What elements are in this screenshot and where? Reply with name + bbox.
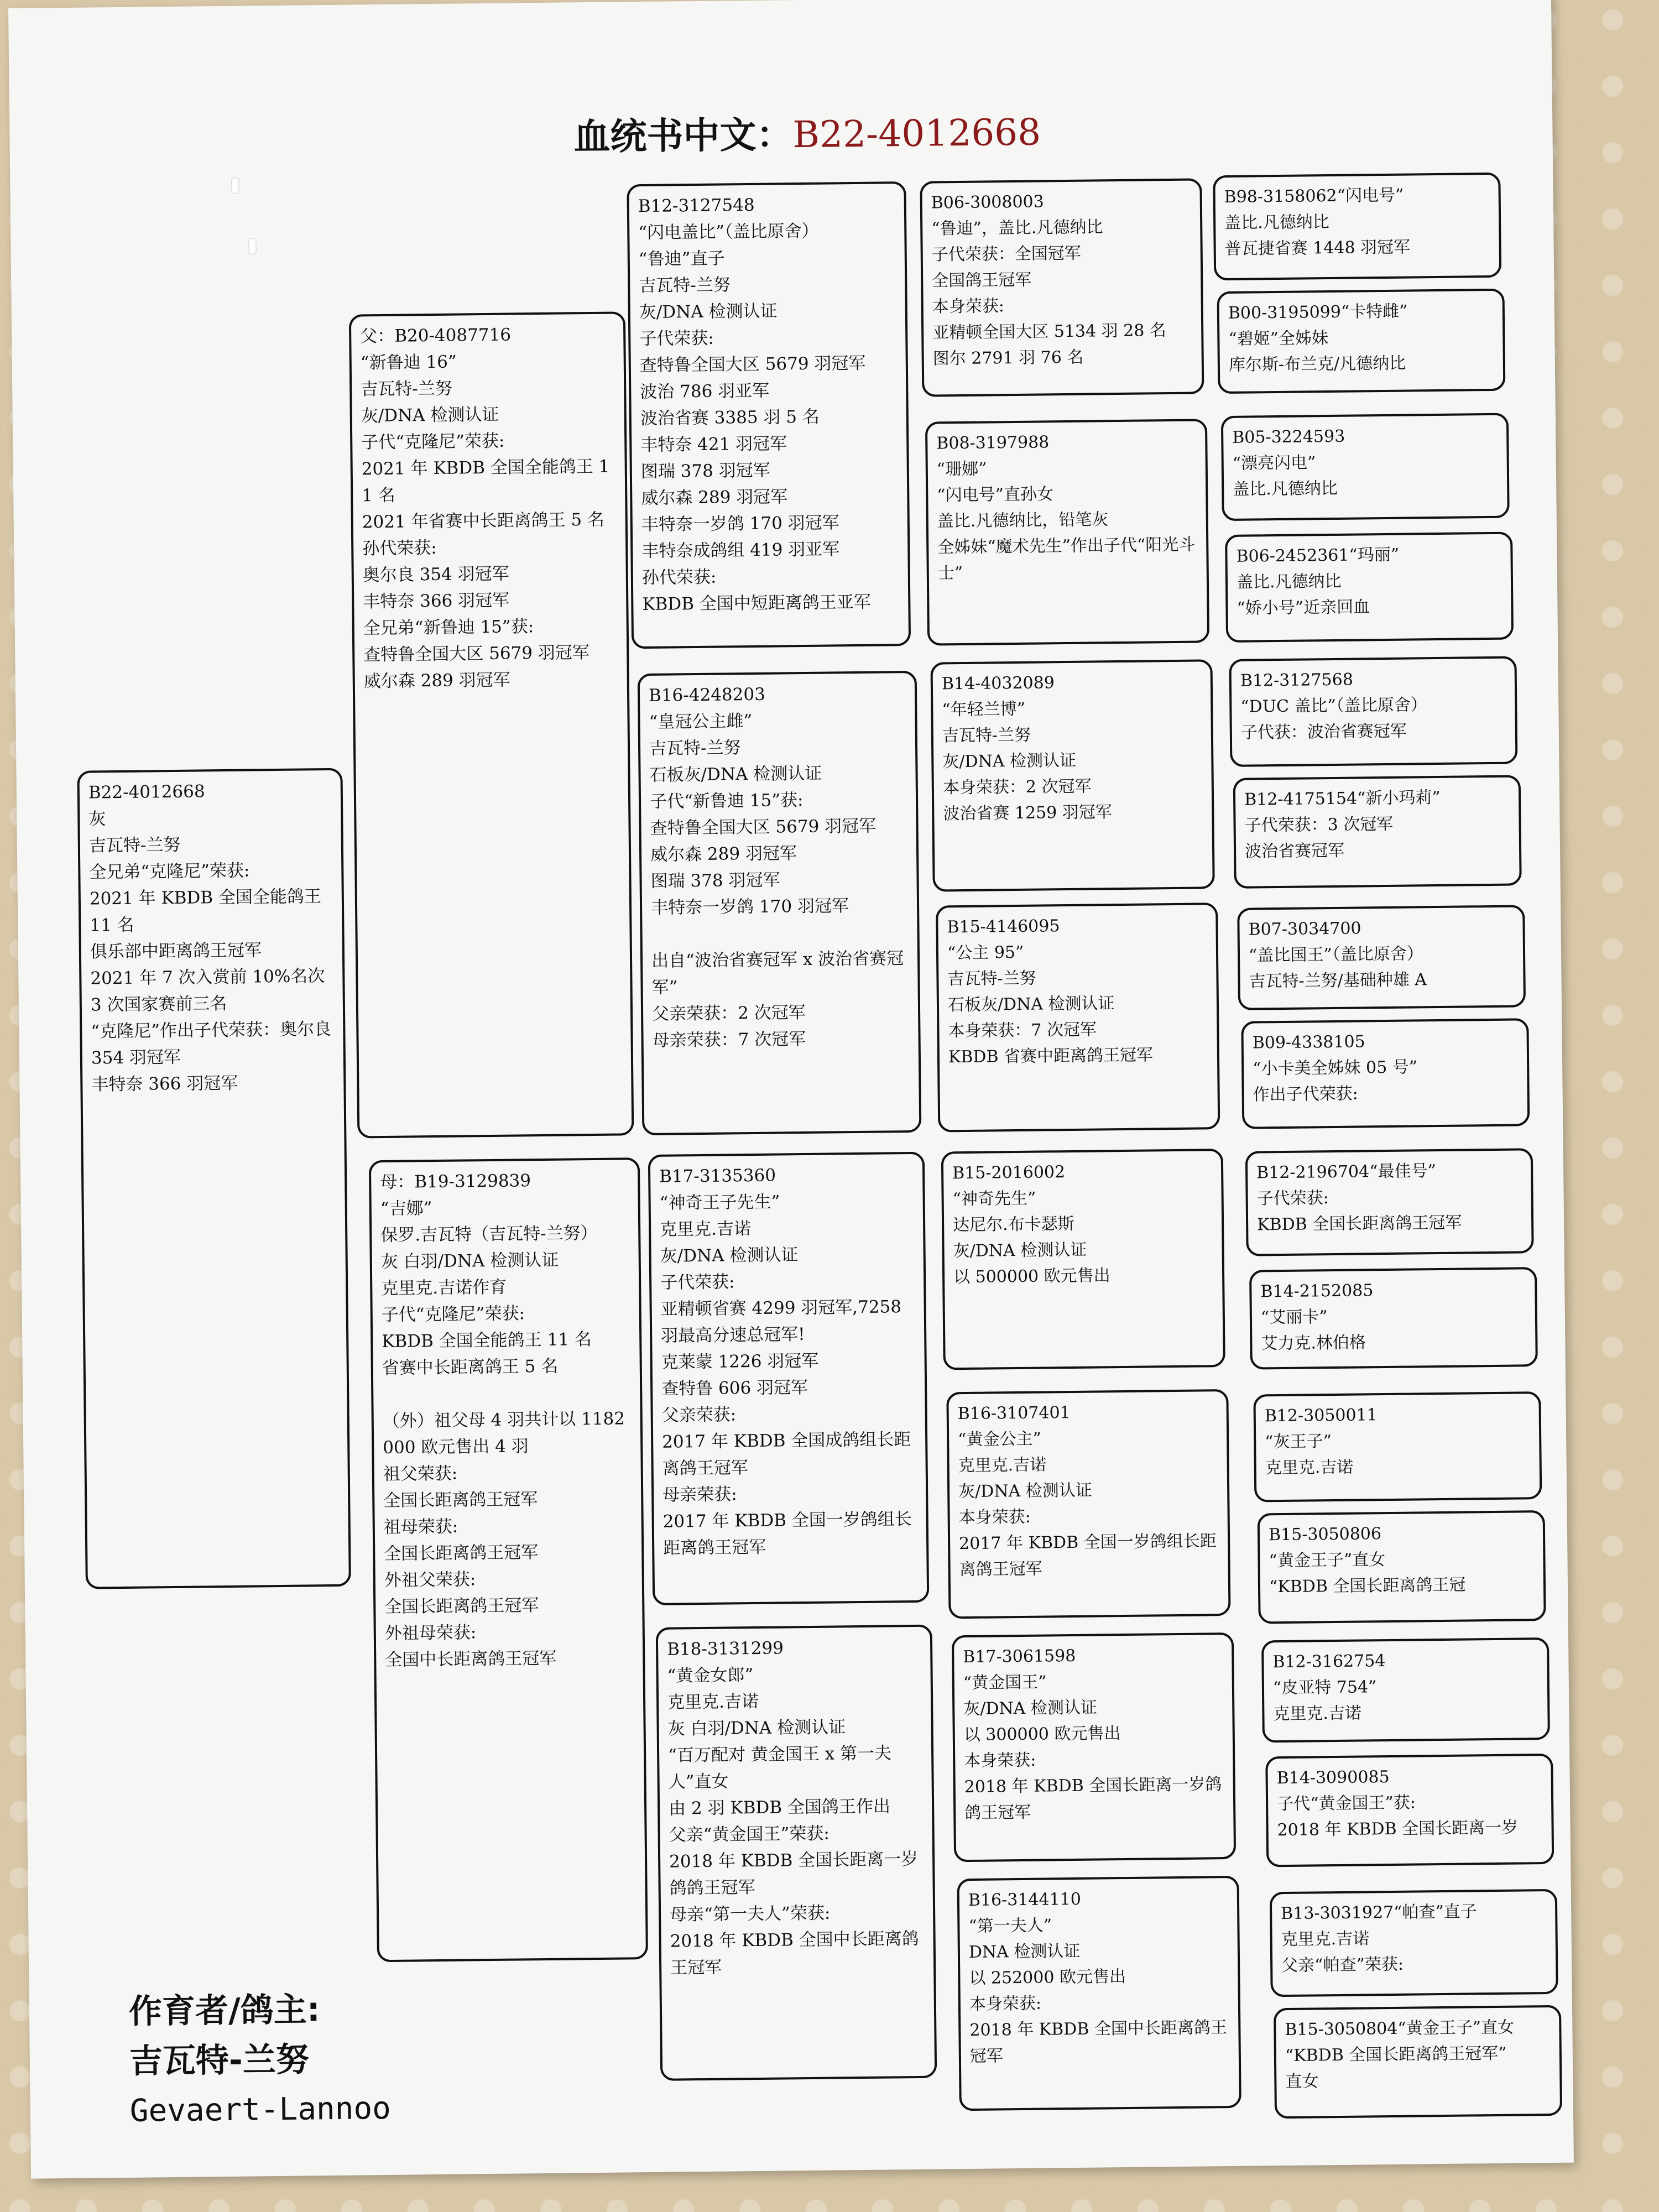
pedigree-line: 以 500000 欧元售出 — [953, 1266, 1110, 1287]
great-grandparent-box — [936, 902, 1220, 1132]
pedigree-line: 艾力克.林伯格 — [1261, 1333, 1366, 1354]
pedigree-line — [382, 1379, 631, 1408]
pedigree-line: 子代“克隆尼”荣获: — [361, 431, 505, 453]
pedigree-line: B06-3008003 — [931, 192, 1044, 213]
pedigree-line: “公主 95” — [947, 942, 1024, 963]
grandparent-box — [627, 181, 911, 649]
pedigree-line: “黄金王子”直女 — [1269, 1550, 1386, 1571]
pedigree-line: B08-3197988 — [936, 432, 1050, 453]
pedigree-line: 克里克.吉诺作育 — [381, 1277, 507, 1299]
pedigree-line: B06-2452361“玛丽” — [1236, 545, 1400, 566]
pedigree-line: B12-3050011 — [1264, 1405, 1378, 1426]
pedigree-line: B09-4338105 — [1252, 1032, 1365, 1053]
pedigree-line: B17-3061598 — [963, 1646, 1076, 1667]
pedigree-line: 3 次国家赛前三名 — [90, 993, 227, 1015]
pedigree-line: 达尼尔.布卡瑟斯 — [952, 1214, 1074, 1235]
pedigree-line: 图瑞 378 羽冠军 — [640, 460, 770, 482]
pedigree-line: 子代荣获: — [1256, 1188, 1329, 1209]
pedigree-line: “鲁迪”直子 — [638, 248, 725, 270]
pedigree-line: 图瑞 378 羽冠军 — [650, 870, 780, 891]
pedigree-line: 保罗.吉瓦特（吉瓦特-兰努） — [380, 1223, 598, 1246]
pedigree-line: 2021 年省赛中长距离鸽王 5 名 — [362, 509, 605, 533]
breeder-name-cn: 吉瓦特-兰努 — [129, 2040, 310, 2081]
pedigree-line: 子代荣获：3 次冠军 — [1244, 814, 1394, 836]
pedigree-line: 丰特奈 366 羽冠军 — [363, 590, 510, 612]
pedigree-line: 母亲“第一夫人”荣获: — [669, 1903, 831, 1925]
pedigree-line: “年轻兰博” — [942, 699, 1026, 720]
pedigree-line: KBDB 全国全能鸽王 11 名 — [382, 1329, 592, 1352]
pedigree-line: B14-2152085 — [1260, 1281, 1374, 1302]
gen5-box — [1217, 289, 1505, 394]
pedigree-line: 本身荣获: — [958, 1507, 1031, 1528]
gen5-box — [1253, 1391, 1542, 1502]
pedigree-line: 省赛中长距离鸽王 5 名 — [382, 1356, 559, 1379]
pedigree-line: B13-3031927“帕查”直子 — [1281, 1902, 1478, 1924]
pedigree-line: 克里克.吉诺 — [1281, 1929, 1370, 1950]
pedigree-line: 由 2 羽 KBDB 全国鸽王作出 — [668, 1796, 891, 1819]
pedigree-line: “神奇王子先生” — [659, 1192, 780, 1213]
gen5-box — [1245, 1148, 1534, 1256]
pedigree-line: 孙代荣获: — [362, 538, 437, 559]
pedigree-line: 全国鸽王冠军 — [932, 270, 1032, 291]
pedigree-line: 吉瓦特-兰努 — [88, 834, 181, 856]
great-grandparent-box — [952, 1632, 1236, 1862]
pedigree-line: B16-4248203 — [648, 684, 766, 706]
pedigree-line: 外祖父荣获: — [384, 1569, 476, 1591]
pedigree-line: 查特鲁全国大区 5679 羽冠军 — [363, 643, 590, 665]
pedigree-line: 查特鲁全国大区 5679 羽冠军 — [639, 353, 866, 376]
pedigree-line: “珊娜” — [936, 459, 987, 479]
pedigree-line: 祖父荣获: — [383, 1463, 458, 1485]
pedigree-line: KBDB 省赛中距离鸽王冠军 — [948, 1045, 1154, 1067]
pedigree-line: 本身荣获：7 次冠军 — [948, 1020, 1097, 1041]
pedigree-line: 吉瓦特-兰努 — [942, 725, 1031, 746]
pedigree-line: 波治省赛冠军 — [1244, 841, 1345, 862]
pedigree-line: 全姊妹“魔术先生”作出子代“阳光斗士” — [937, 535, 1196, 583]
pedigree-line: 吉瓦特-兰努/基础种雄 A — [1249, 970, 1427, 992]
pedigree-line: “黄金国王” — [963, 1672, 1047, 1693]
pedigree-line: 灰/DNA 检测认证 — [958, 1480, 1092, 1502]
pedigree-line: （外）祖父母 4 羽共计以 1182000 欧元售出 4 羽 — [382, 1408, 625, 1458]
pedigree-line: B12-3162754 — [1272, 1651, 1386, 1672]
pedigree-line: 库尔斯-布兰克/凡德纳比 — [1228, 353, 1406, 375]
pedigree-line: 克莱蒙 1226 羽冠军 — [661, 1350, 819, 1373]
pedigree-line: B22-4012668 — [88, 781, 205, 803]
pedigree-line: B15-4146095 — [947, 916, 1060, 937]
pedigree-line: 作出子代荣获: — [1253, 1084, 1358, 1105]
punch-hole — [231, 178, 239, 194]
pedigree-line: 全兄弟“克隆尼”荣获: — [89, 860, 250, 883]
breeder-label: 作育者/鸽主: — [128, 1990, 321, 2031]
pedigree-line: “艾丽卡” — [1260, 1307, 1328, 1328]
pedigree-line: 威尔森 289 羽冠军 — [641, 487, 788, 509]
pedigree-line: “神奇先生” — [952, 1188, 1036, 1209]
gen5-box — [1270, 1889, 1558, 1997]
pedigree-line: 子代荣获: — [660, 1272, 735, 1293]
pedigree-line: 全国中长距离鸽王冠军 — [385, 1648, 557, 1671]
pedigree-line: 灰/DNA 检测认证 — [361, 404, 499, 426]
pedigree-line: KBDB 全国长距离鸽王冠军 — [1256, 1213, 1462, 1235]
pedigree-line: 亚精顿省赛 4299 羽冠军,7258 羽最高分速总冠军! — [660, 1297, 907, 1346]
pedigree-line: B12-2196704“最佳号” — [1256, 1161, 1436, 1183]
grandparent-box — [656, 1625, 937, 2081]
pedigree-line: 母亲荣获：7 次冠军 — [652, 1029, 806, 1051]
pedigree-line: 灰 白羽/DNA 检测认证 — [380, 1250, 559, 1272]
pedigree-line: 2021 年 KBDB 全国全能鸽王 11 名 — [361, 456, 610, 506]
pedigree-line: “第一夫人” — [968, 1916, 1052, 1937]
pedigree-line: “吉娜” — [380, 1198, 432, 1219]
pedigree-line: “灰王子” — [1265, 1432, 1332, 1452]
pedigree-line: 俱乐部中距离鸽王冠军 — [90, 940, 262, 962]
pedigree-line: B16-3144110 — [968, 1889, 1082, 1911]
pedigree-line: 2018 年 KBDB 全国中长距离鸽王冠军 — [969, 2018, 1228, 2066]
pedigree-line: “盖比国王”（盖比原舍） — [1248, 944, 1423, 966]
gen5-box — [1225, 532, 1514, 643]
pedigree-line: “KBDB 全国长距离鸽王冠 — [1269, 1575, 1466, 1597]
title-ring-number: B22-4012668 — [792, 111, 1041, 156]
pedigree-line: B15-2016002 — [952, 1162, 1066, 1183]
gen5-box — [1258, 1510, 1546, 1624]
gen5-box — [1261, 1637, 1550, 1743]
pedigree-line: 2018 年 KBDB 全国中长距离鸽王冠军 — [670, 1928, 919, 1978]
page-title — [573, 102, 1041, 160]
pedigree-line: 克里克.吉诺 — [1273, 1703, 1362, 1724]
sire-box — [349, 311, 634, 1138]
pedigree-line: 灰 白羽/DNA 检测认证 — [667, 1717, 846, 1739]
pedigree-line: 子代“克隆尼”荣获: — [381, 1303, 525, 1326]
gen5-box — [1233, 775, 1522, 888]
pedigree-line: 本身荣获: — [964, 1750, 1036, 1771]
pedigree-line: 亚精顿全国大区 5134 羽 28 名 — [932, 321, 1167, 343]
pedigree-line: 波治省赛 1259 羽冠军 — [943, 802, 1112, 824]
pedigree-line: 丰特奈成鸽组 419 羽亚军 — [641, 539, 840, 562]
pedigree-line: 2017 年 KBDB 全国成鸽组长距离鸽王冠军 — [662, 1430, 911, 1479]
great-grandparent-box — [941, 1149, 1225, 1370]
pedigree-line: 父亲荣获：2 次冠军 — [651, 1003, 806, 1024]
gen5-box — [1241, 1018, 1530, 1129]
pedigree-line: “皇冠公主雌” — [649, 711, 753, 732]
pedigree-line: 盖比.凡德纳比 — [1233, 478, 1338, 499]
pedigree-line: “碧姬”全姊妹 — [1228, 328, 1329, 349]
pedigree-line: B15-3050804“黄金王子”直女 — [1285, 2017, 1515, 2040]
pedigree-line: B12-3127548 — [638, 195, 755, 217]
pedigree-line: 子代荣获：全国冠军 — [931, 243, 1081, 265]
great-grandparent-box — [920, 178, 1204, 397]
pedigree-line: 母：B19-3129839 — [380, 1171, 531, 1193]
pedigree-line: “新鲁迪 16” — [360, 352, 457, 373]
breeder-name-en: Gevaert-Lannoo — [129, 2090, 392, 2129]
pedigree-line: 普瓦捷省赛 1448 羽冠军 — [1224, 237, 1411, 259]
dam-box — [369, 1157, 648, 1962]
pedigree-line: B98-3158062“闪电号” — [1224, 185, 1404, 207]
pedigree-line: KBDB 全国中短距离鸽王亚军 — [642, 592, 871, 615]
great-grandparent-box — [925, 419, 1209, 645]
pedigree-line: 2018 年 KBDB 全国长距离一岁鸽鸽王冠军 — [964, 1775, 1222, 1823]
pedigree-line: 石板灰/DNA 检测认证 — [947, 994, 1115, 1015]
pedigree-line: 本身荣获: — [969, 1994, 1042, 2014]
grandparent-box — [638, 671, 922, 1135]
great-grandparent-box — [957, 1876, 1241, 2111]
pedigree-line: 以 300000 欧元售出 — [963, 1724, 1121, 1745]
pedigree-line: 2018 年 KBDB 全国长距离一岁鸽鸽王冠军 — [669, 1849, 919, 1898]
pedigree-line: 直女 — [1285, 2072, 1319, 2092]
pedigree-line: “鲁迪”，盖比.凡德纳比 — [931, 217, 1103, 239]
pedigree-line: 2021 年 7 次入赏前 10%名次 — [90, 966, 325, 989]
gen5-box — [1213, 173, 1501, 280]
pedigree-line: “黄金女郎” — [667, 1665, 754, 1686]
pedigree-line: 全国长距离鸽王冠军 — [383, 1489, 538, 1511]
pedigree-line: 以 252000 欧元售出 — [969, 1967, 1126, 1989]
pedigree-line: 灰/DNA 检测认证 — [963, 1698, 1098, 1719]
punch-hole — [248, 238, 256, 254]
pedigree-line: 全兄弟“新鲁迪 15”获: — [363, 617, 534, 639]
pedigree-line: 丰特奈一岁鸽 170 羽冠军 — [641, 513, 839, 535]
pedigree-line: 查特鲁全国大区 5679 羽冠军 — [650, 816, 877, 838]
pedigree-line: 子代“黄金国王”获: — [1276, 1793, 1416, 1814]
breeder-block — [128, 1984, 391, 2136]
pedigree-line: B12-4175154“新小玛莉” — [1244, 787, 1441, 810]
pedigree-line: B12-3127568 — [1240, 670, 1353, 691]
pedigree-line: 克里克.吉诺 — [958, 1455, 1047, 1476]
gen5-box — [1249, 1267, 1538, 1369]
pedigree-line: 2021 年 KBDB 全国全能鸽王 11 名 — [89, 886, 327, 936]
pedigree-line: 丰特奈一岁鸽 170 羽冠军 — [650, 896, 849, 918]
pedigree-line: 丰特奈 366 羽冠军 — [91, 1073, 238, 1095]
pedigree-line: B14-4032089 — [941, 673, 1055, 694]
pedigree-line: 查特鲁 606 羽冠军 — [661, 1377, 808, 1399]
pedigree-line: B07-3034700 — [1248, 919, 1361, 940]
gen5-box — [1265, 1754, 1554, 1867]
pedigree-line: 波治 786 羽亚军 — [640, 380, 770, 403]
pedigree-line: 父亲“帕查”荣获: — [1281, 1954, 1404, 1976]
gen5-box — [1221, 413, 1510, 521]
pedigree-line: “黄金公主” — [958, 1429, 1042, 1450]
pedigree-line: 灰/DNA 检测认证 — [942, 750, 1077, 772]
gen5-box — [1237, 905, 1526, 1010]
pedigree-line: 全国长距离鸽王冠军 — [384, 1595, 539, 1618]
title-label: 血统书中文： — [573, 113, 793, 159]
pedigree-line: 吉瓦特-兰努 — [639, 275, 731, 296]
pedigree-line: 父：B20-4087716 — [360, 325, 512, 347]
pedigree-line: “皮亚特 754” — [1272, 1677, 1377, 1698]
pedigree-line: 全国长距离鸽王冠军 — [384, 1542, 539, 1564]
pedigree-line: “KBDB 全国长距离鸽王冠军” — [1285, 2043, 1507, 2066]
pedigree-line: 威尔森 289 羽冠军 — [363, 670, 510, 692]
pedigree-line: 灰/DNA 检测认证 — [639, 301, 778, 323]
pedigree-line: 子代获：波治省赛冠军 — [1240, 721, 1407, 743]
pedigree-line: 子代荣获: — [639, 328, 714, 349]
pedigree-line: 灰/DNA 检测认证 — [953, 1240, 1087, 1261]
pedigree-line: “娇小号”近亲回血 — [1237, 597, 1370, 618]
pedigree-line: B16-3107401 — [957, 1403, 1071, 1424]
pedigree-line: “DUC 盖比”（盖比原舍） — [1240, 695, 1428, 717]
pedigree-line: 2017 年 KBDB 全国一岁鸽组长距离鸽王冠军 — [662, 1509, 912, 1558]
gen5-box — [1229, 656, 1517, 767]
pedigree-line: 外祖母荣获: — [384, 1623, 477, 1644]
pedigree-line: 母亲荣获: — [662, 1484, 737, 1505]
pedigree-line: 父亲“黄金国王”荣获: — [669, 1823, 830, 1845]
pedigree-line: 本身荣获：2 次冠军 — [942, 776, 1092, 798]
pedigree-line: 盖比.凡德纳比 — [1224, 212, 1329, 233]
pedigree-line: “小卡美全姊妹 05 号” — [1253, 1057, 1418, 1079]
pedigree-line: B17-3135360 — [659, 1165, 776, 1187]
pedigree-line: “克隆尼”作出子代荣获：奥尔良 354 羽冠军 — [91, 1019, 337, 1068]
pedigree-line: 克里克.吉诺 — [667, 1691, 759, 1713]
pedigree-line: 丰特奈 421 羽冠军 — [640, 434, 787, 456]
pedigree-line: 奥尔良 354 羽冠军 — [362, 564, 509, 586]
pedigree-line: 2018 年 KBDB 全国长距离一岁 — [1277, 1818, 1519, 1840]
great-grandparent-box — [946, 1389, 1230, 1619]
pedigree-line: 子代“新鲁迪 15”获: — [649, 790, 804, 812]
pedigree-line: DNA 检测认证 — [968, 1941, 1081, 1963]
pedigree-line: 2017 年 KBDB 全国一岁鸽组长距离鸽王冠军 — [958, 1531, 1217, 1580]
subject-box — [77, 768, 351, 1589]
pedigree-line: “百万配对 黄金国王 x 第一夫人”直女 — [667, 1743, 892, 1792]
pedigree-line: 克里克.吉诺 — [660, 1219, 752, 1240]
pedigree-line: 吉瓦特-兰努 — [649, 738, 741, 759]
pedigree-line: 祖母荣获: — [383, 1516, 458, 1538]
pedigree-line: 孙代荣获: — [641, 567, 717, 588]
gen5-box — [1274, 2005, 1562, 2119]
pedigree-line: 克里克.吉诺 — [1265, 1457, 1354, 1478]
pedigree-line: 石板灰/DNA 检测认证 — [649, 763, 822, 785]
pedigree-line — [651, 919, 908, 948]
pedigree-line: 出自“波治省赛冠军 x 波治省赛冠军” — [651, 948, 904, 998]
pedigree-line: 波治省赛 3385 羽 5 名 — [640, 406, 820, 429]
pedigree-line: 图尔 2791 羽 76 名 — [932, 347, 1084, 369]
pedigree-line: “漂亮闪电” — [1232, 453, 1316, 473]
pedigree-line: 盖比.凡德纳比，铅笔灰 — [937, 510, 1109, 531]
pedigree-line: B14-3090085 — [1276, 1767, 1390, 1788]
pedigree-line: 吉瓦特-兰努 — [361, 378, 452, 400]
pedigree-line: 威尔森 289 羽冠军 — [650, 843, 797, 865]
pedigree-line: “闪电盖比”（盖比原舍） — [638, 221, 819, 243]
pedigree-line: B05-3224593 — [1232, 426, 1345, 447]
pedigree-line: 本身荣获: — [932, 296, 1005, 317]
pedigree-line: 吉瓦特-兰努 — [947, 968, 1036, 989]
pedigree-line: 灰 — [88, 809, 106, 830]
pedigree-line: B00-3195099“卡特雌” — [1228, 301, 1408, 323]
grandparent-box — [648, 1152, 930, 1605]
pedigree-line: 父亲荣获: — [661, 1405, 737, 1426]
pedigree-line: 盖比.凡德纳比 — [1236, 571, 1342, 592]
pedigree-line: “闪电号”直孙女 — [937, 484, 1054, 505]
pedigree-line: B15-3050806 — [1268, 1524, 1382, 1545]
great-grandparent-box — [930, 659, 1214, 891]
pedigree-line: B18-3131299 — [666, 1638, 784, 1660]
pedigree-sheet — [8, 0, 1574, 2179]
pedigree-line: 灰/DNA 检测认证 — [660, 1245, 799, 1266]
